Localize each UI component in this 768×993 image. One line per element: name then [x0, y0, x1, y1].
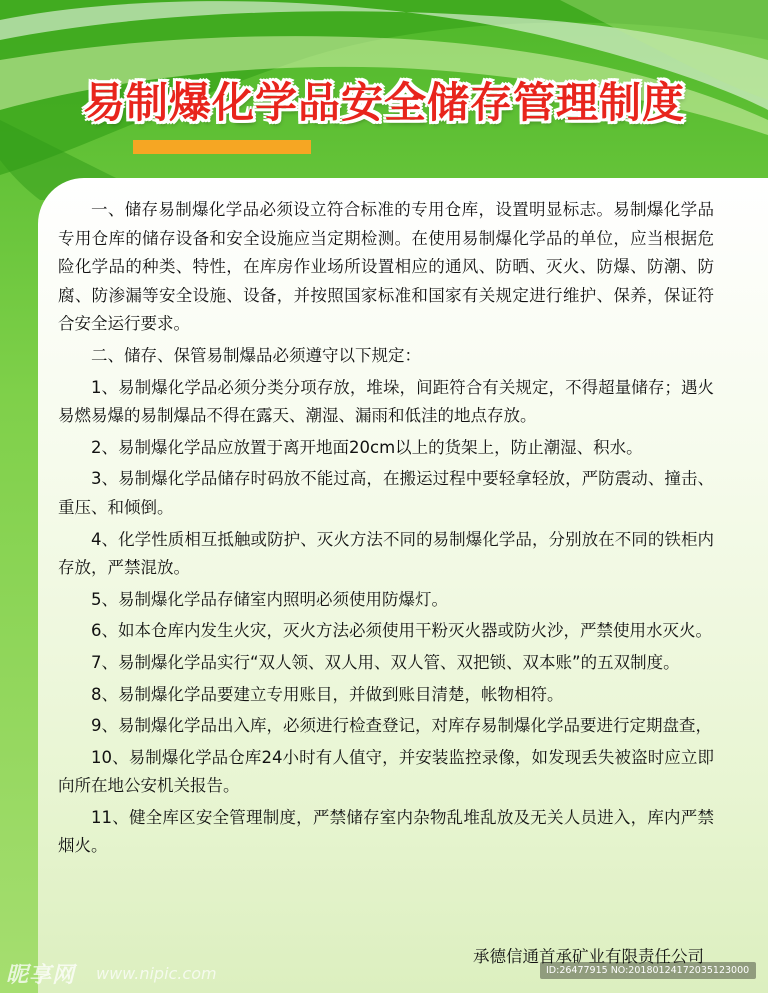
paragraph-7: 5、易制爆化学品存储室内照明必须使用防爆灯。 [91, 589, 448, 609]
paragraph-9: 7、易制爆化学品实行“双人领、双人用、双人管、双把锁、双本账”的五双制度。 [91, 652, 680, 672]
paragraph-6: 4、化学性质相互抵触或防护、灭火方法不同的易制爆化学品，分别放在不同的铁柜内存放，严禁混放。 [58, 529, 714, 578]
paragraph-12: 10、易制爆化学品仓库24小时有人值守，并安装监控录像，如发现丢失被盗时应立即向所在地公安机关报告。 [58, 747, 714, 796]
company-name: 承德信通首承矿业有限责任公司 [473, 947, 704, 966]
document-title: 易制爆化学品安全储存管理制度 [82, 78, 685, 127]
paragraph-8: 6、如本仓库内发生火灾，灭火方法必须使用干粉灭火器或防火沙，严禁使用水灭火。 [91, 621, 712, 641]
paragraph-3: 1、易制爆化学品必须分类分项存放，堆垛，间距符合有关规定，不得超量储存；遇火易燃易爆的易制爆品不得在露天、潮湿、漏雨和低洼的地点存放。 [58, 377, 714, 426]
paragraph-10: 8、易制爆化学品要建立专用账目，并做到账目清楚，帐物相符。 [91, 684, 564, 704]
paragraph-11: 9、易制爆化学品出入库，必须进行检查登记，对库存易制爆化学品要进行定期盘查， [91, 716, 712, 736]
paragraph-1: 一、储存易制爆化学品必须设立符合标准的专用仓库，设置明显标志。易制爆化学品专用仓库的储存设备和安全设施应当定期检测。在使用易制爆化学品的单位，应当根据危险化学品的种类、特性，在库房作业场所设置相应的通风、防晒、灭火、防爆、防潮、防腐、防渗漏等安全设施、设备，并按照国家标准和国家有关规定进行维护、保养，保证符合安全运行要求。 [58, 200, 714, 334]
watermark-url: www.nipic.com [96, 964, 217, 983]
image-id-strip: ID:26477915 NO:20180124172035123000 [540, 962, 756, 979]
watermark-logo: 昵享网 [6, 963, 76, 988]
regulation-body [58, 196, 714, 864]
title-underline-bar [133, 140, 311, 154]
paragraph-2: 二、储存、保管易制爆品必须遵守以下规定： [91, 345, 421, 365]
paragraph-4: 2、易制爆化学品应放置于离开地面20cm以上的货架上，防止潮湿、积水。 [91, 437, 643, 457]
paragraph-5: 3、易制爆化学品储存时码放不能过高，在搬运过程中要轻拿轻放，严防震动、撞击、重压、和倾倒。 [58, 469, 714, 517]
paragraph-13: 11、健全库区安全管理制度，严禁储存室内杂物乱堆乱放及无关人员进入，库内严禁烟火。 [58, 807, 714, 856]
